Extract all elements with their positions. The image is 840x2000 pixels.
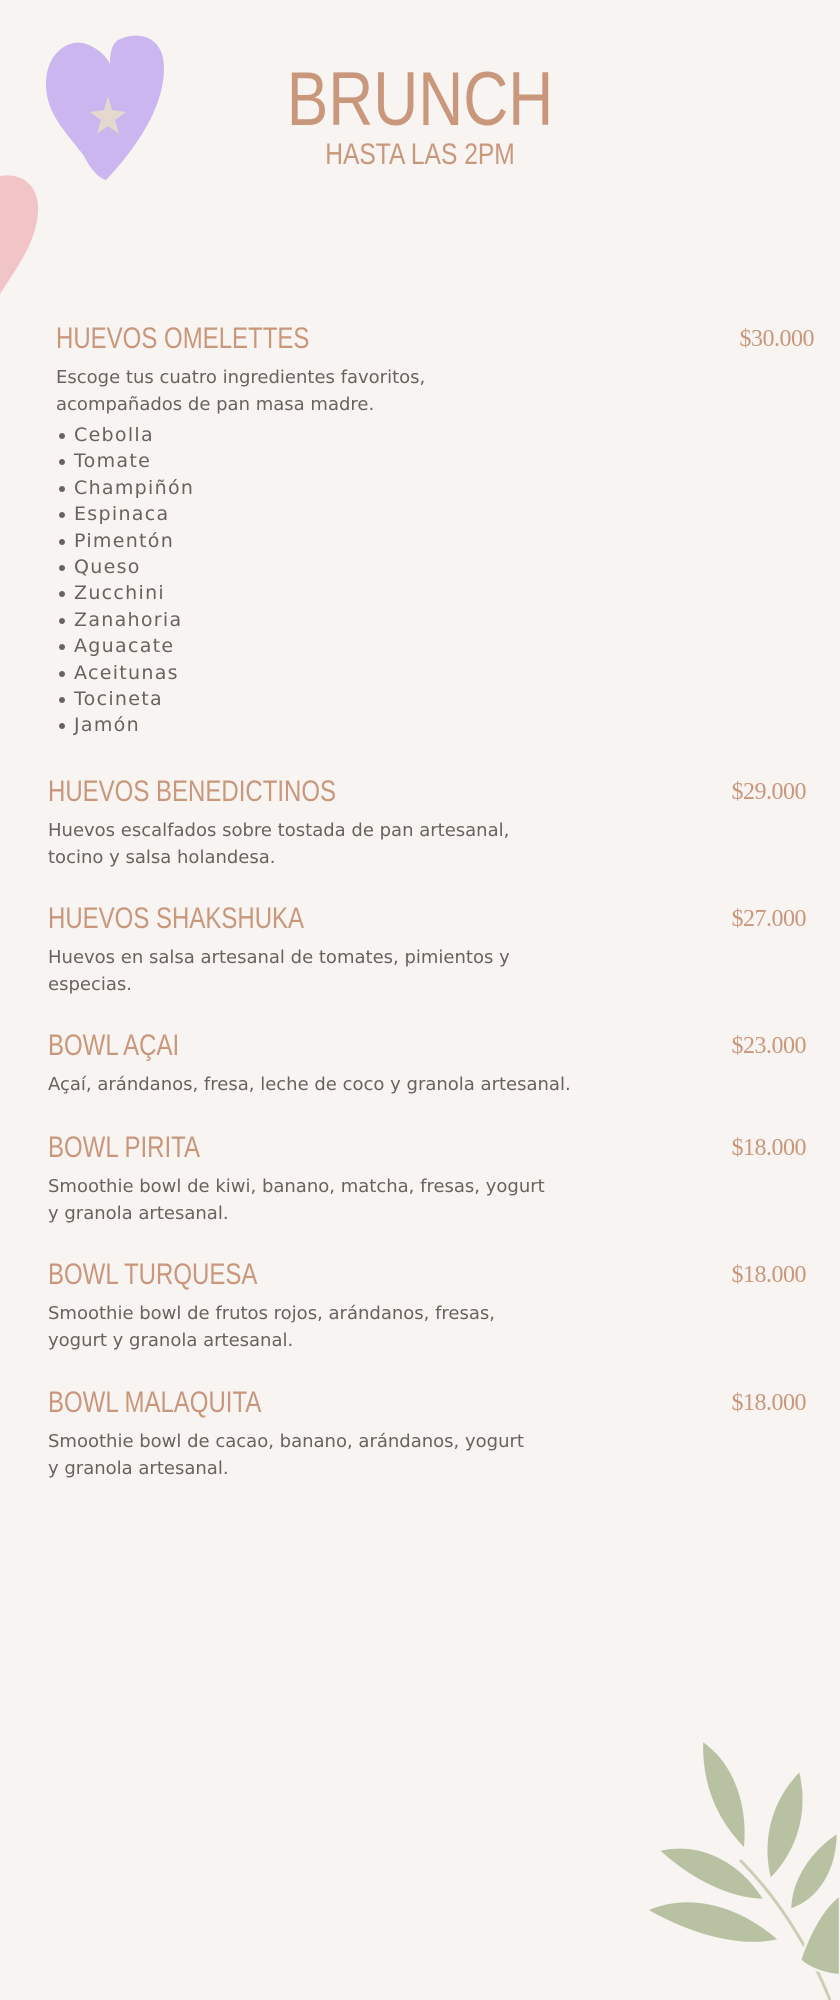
ingredient-item: Jamón bbox=[74, 712, 194, 738]
ingredient-item: Aguacate bbox=[74, 633, 194, 659]
description-line: Escoge tus cuatro ingredientes favoritos, bbox=[56, 367, 426, 388]
ingredient-list bbox=[74, 422, 194, 739]
menu-subtitle: HASTA LAS 2PM bbox=[325, 138, 515, 171]
menu-item-huevos-shakshuka bbox=[48, 902, 806, 1002]
item-description bbox=[48, 1071, 571, 1098]
item-description bbox=[56, 364, 425, 418]
description-line: acompañados de pan masa madre. bbox=[56, 394, 375, 415]
pink-heart-icon bbox=[0, 170, 42, 300]
item-price: $18.000 bbox=[731, 1390, 806, 1416]
ingredient-item: Espinaca bbox=[74, 501, 194, 527]
ingredient-item: Zanahoria bbox=[74, 607, 194, 633]
item-name: BOWL MALAQUITA bbox=[48, 1386, 262, 1419]
ingredient-item: Tomate bbox=[74, 448, 194, 474]
ingredient-item: Queso bbox=[74, 554, 194, 580]
description-line: Smoothie bowl de cacao, banano, arándanos, yogurt bbox=[48, 1431, 524, 1452]
menu-item-bowl-pirita bbox=[48, 1131, 806, 1231]
item-name: BOWL PIRITA bbox=[48, 1131, 201, 1164]
menu-item-bowl-malaquita bbox=[48, 1386, 806, 1486]
description-line: especias. bbox=[48, 974, 132, 995]
ingredient-item: Pimentón bbox=[74, 528, 194, 554]
menu-header bbox=[0, 57, 840, 171]
item-price: $18.000 bbox=[731, 1135, 806, 1161]
item-name: BOWL TURQUESA bbox=[48, 1258, 258, 1291]
item-name: BOWL AÇAI bbox=[48, 1029, 180, 1062]
description-line: yogurt y granola artesanal. bbox=[48, 1330, 294, 1351]
menu-item-huevos-benedictinos bbox=[48, 775, 806, 875]
description-line: Smoothie bowl de frutos rojos, arándanos, fresas, bbox=[48, 1303, 496, 1324]
ingredient-item: Cebolla bbox=[74, 422, 194, 448]
item-name: HUEVOS BENEDICTINOS bbox=[48, 775, 337, 808]
item-price: $29.000 bbox=[731, 779, 806, 805]
description-line: y granola artesanal. bbox=[48, 1203, 229, 1224]
item-name: HUEVOS OMELETTES bbox=[56, 322, 310, 355]
item-description bbox=[48, 1300, 495, 1354]
description-line: Huevos en salsa artesanal de tomates, pimientos y bbox=[48, 947, 510, 968]
item-description bbox=[48, 1173, 545, 1227]
ingredient-item: Zucchini bbox=[74, 580, 194, 606]
menu-title: BRUNCH bbox=[286, 57, 554, 142]
menu-item-huevos-omelettes bbox=[56, 322, 814, 742]
ingredient-item: Champiñón bbox=[74, 475, 194, 501]
ingredient-item: Aceitunas bbox=[74, 660, 194, 686]
description-line: y granola artesanal. bbox=[48, 1458, 229, 1479]
item-description bbox=[48, 817, 509, 871]
item-name: HUEVOS SHAKSHUKA bbox=[48, 902, 305, 935]
menu-item-bowl-acai bbox=[48, 1029, 806, 1109]
description-line: tocino y salsa holandesa. bbox=[48, 847, 276, 868]
description-line: Açaí, arándanos, fresa, leche de coco y granola artesanal. bbox=[48, 1074, 571, 1095]
description-line: Huevos escalfados sobre tostada de pan artesanal, bbox=[48, 820, 510, 841]
item-price: $18.000 bbox=[731, 1262, 806, 1288]
item-description bbox=[48, 944, 510, 998]
item-price: $23.000 bbox=[731, 1033, 806, 1059]
leaf-branch-icon bbox=[640, 1730, 840, 2000]
ingredient-item: Tocineta bbox=[74, 686, 194, 712]
item-description bbox=[48, 1428, 524, 1482]
description-line: Smoothie bowl de kiwi, banano, matcha, fresas, yogurt bbox=[48, 1176, 545, 1197]
menu-item-bowl-turquesa bbox=[48, 1258, 806, 1358]
item-price: $30.000 bbox=[739, 326, 814, 352]
item-price: $27.000 bbox=[731, 906, 806, 932]
